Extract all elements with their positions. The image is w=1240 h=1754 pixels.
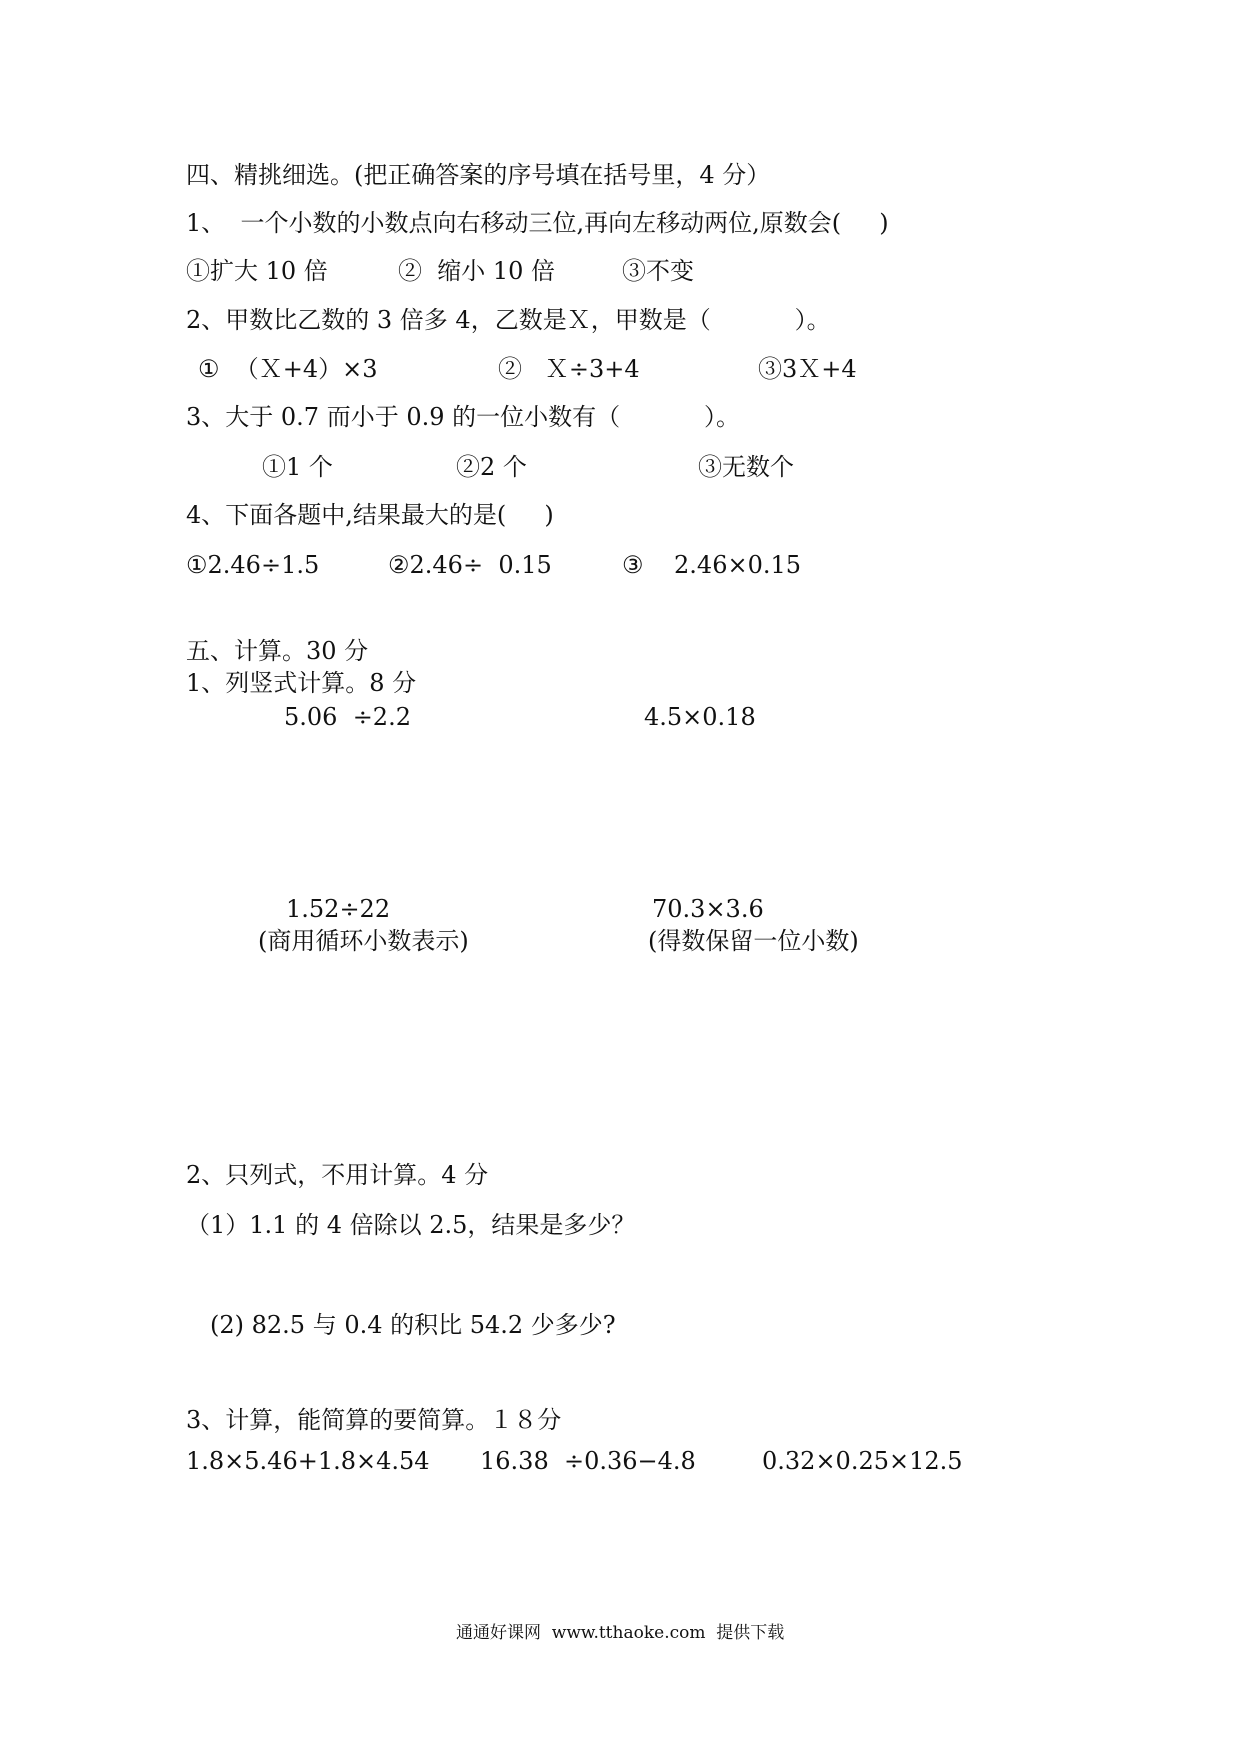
- section-5-title: 五、计算。30 分: [186, 637, 369, 665]
- q4-option-3: ③ 2.46×0.15: [622, 551, 802, 579]
- calc-expression: 4.5×0.18: [644, 703, 756, 731]
- part-2-title: 2、只列式，不用计算。4 分: [186, 1161, 489, 1189]
- part-2-item-2: (2) 82.5 与 0.4 的积比 54.2 少多少?: [210, 1311, 616, 1339]
- q4-option-1: ①2.46÷1.5: [186, 551, 320, 579]
- q4-option-2: ②2.46÷ 0.15: [388, 551, 552, 579]
- part-3-title: 3、计算，能简算的要简算。１８分: [186, 1406, 562, 1434]
- q1-option-3: ③不变: [622, 257, 694, 285]
- simplify-expression-3: 0.32×0.25×12.5: [762, 1447, 963, 1475]
- part-1-title: 1、列竖式计算。8 分: [186, 669, 417, 697]
- page-footer: 通通好课网 www.tthaoke.com 提供下载: [456, 1623, 785, 1643]
- simplify-expression-2: 16.38 ÷0.36−4.8: [480, 1447, 696, 1475]
- calc-expression: 5.06 ÷2.2: [284, 703, 411, 731]
- part-2-item-1: （1）1.1 的 4 倍除以 2.5，结果是多少？: [186, 1211, 636, 1239]
- calc-expression: 70.3×3.6: [652, 895, 764, 923]
- question-2: 2、甲数比乙数的 3 倍多 4，乙数是Ｘ，甲数是（ ）。: [186, 306, 831, 334]
- calc-expression: 1.52÷22: [286, 895, 391, 923]
- section-4-title: 四、精挑细选。(把正确答案的序号填在括号里，4 分）: [186, 161, 771, 189]
- q3-option-3: ③无数个: [698, 453, 794, 481]
- question-4: 4、下面各题中,结果最大的是( ): [186, 501, 554, 529]
- q1-option-2: ② 缩小 10 倍: [398, 257, 556, 285]
- simplify-expression-1: 1.8×5.46+1.8×4.54: [186, 1447, 430, 1475]
- calc-note: (商用循环小数表示): [258, 927, 469, 955]
- q2-option-3: ③3Ｘ+4: [758, 355, 857, 383]
- q2-option-2: ② Ｘ÷3+4: [498, 355, 640, 383]
- q3-option-2: ②2 个: [456, 453, 527, 481]
- question-1: 1、 一个小数的小数点向右移动三位,再向左移动两位,原数会( ): [186, 209, 889, 237]
- q1-option-1: ①扩大 10 倍: [186, 257, 328, 285]
- question-3: 3、大于 0.7 而小于 0.9 的一位小数有（ ）。: [186, 403, 741, 431]
- calc-note: (得数保留一位小数): [648, 927, 859, 955]
- q2-option-1: ① （Ｘ+4）×3: [198, 355, 378, 383]
- q3-option-1: ①1 个: [262, 453, 333, 481]
